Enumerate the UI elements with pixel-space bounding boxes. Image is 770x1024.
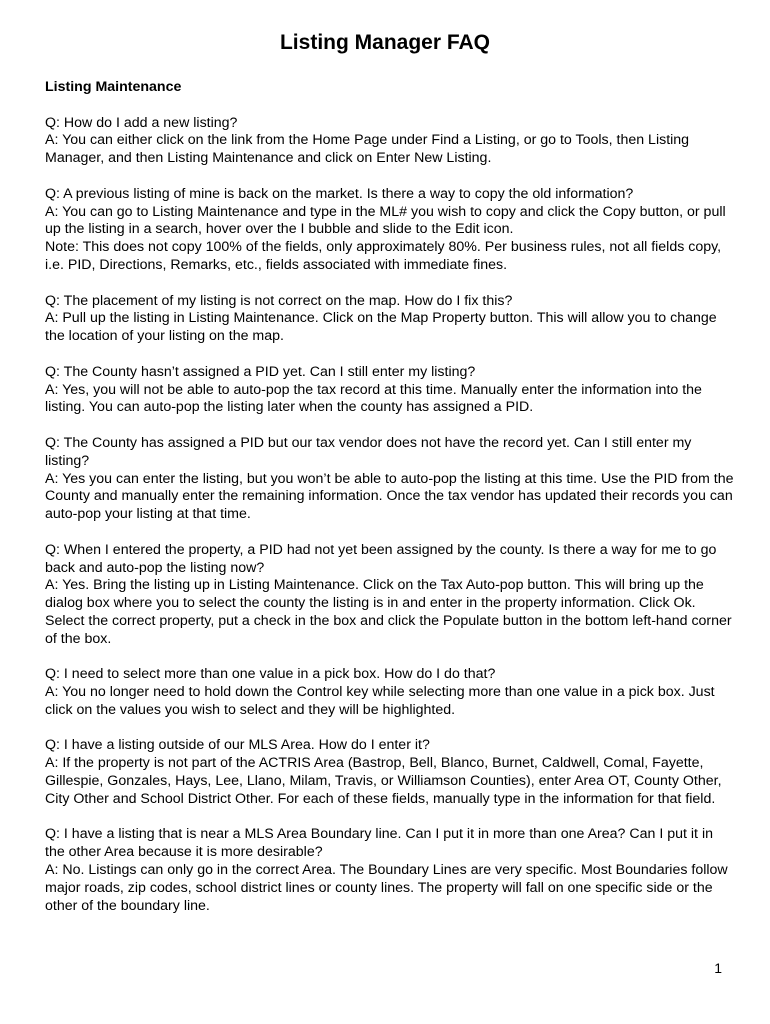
- page-number: 1: [714, 960, 722, 976]
- faq-item: [45, 364, 735, 417]
- faq-answer: A: Pull up the listing in Listing Maintenance. Click on the Map Property button. This will allow you to change the location of your listing on the map.: [45, 310, 717, 345]
- faq-question: Q: I need to select more than one value in a pick box. How do I do that?: [45, 666, 496, 683]
- faq-item: [45, 186, 735, 275]
- faq-content: [45, 79, 735, 933]
- faq-item: [45, 737, 735, 808]
- faq-item: [45, 115, 735, 168]
- faq-question: Q: When I entered the property, a PID had not yet been assigned by the county. Is there a way for me to go back and auto-pop the listing now?: [45, 541, 717, 576]
- faq-answer: A: Yes you can enter the listing, but you won’t be able to auto-pop the listing at this time. Use the PID from the County and manually enter the remaining information. Once the tax vendor has updated their records you can auto-pop your listing at that time.: [45, 470, 734, 523]
- faq-question: Q: The placement of my listing is not correct on the map. How do I fix this?: [45, 292, 513, 309]
- faq-answer: A: You can go to Listing Maintenance and type in the ML# you wish to copy and click the Copy button, or pull up the listing in a search, hover over the I bubble and slide to the Edit icon.: [45, 203, 726, 238]
- faq-question: Q: How do I add a new listing?: [45, 114, 238, 131]
- faq-item: [45, 826, 735, 915]
- faq-question: Q: A previous listing of mine is back on the market. Is there a way to copy the old information?: [45, 185, 634, 202]
- faq-note: Note: This does not copy 100% of the fields, only approximately 80%. Per business rules, not all fields copy, i.e. PID, Directions, Remarks, etc., fields associated with immediate fines.: [45, 239, 722, 273]
- faq-answer: A: You can either click on the link from the Home Page under Find a Listing, or go to Tools, then Listing Manager, and then Listing Maintenance and click on Enter New Listing.: [45, 132, 690, 167]
- faq-answer: A: No. Listings can only go in the correct Area. The Boundary Lines are very specific. Most Boundaries follow major roads, zip codes, school district lines or county lines. The property will fall on one specific side or the other of the boundary line.: [45, 862, 728, 914]
- faq-item: [45, 293, 735, 346]
- faq-question: Q: The County hasn’t assigned a PID yet. Can I still enter my listing?: [45, 363, 476, 380]
- faq-question: Q: I have a listing outside of our MLS Area. How do I enter it?: [45, 737, 430, 754]
- faq-answer: A: If the property is not part of the ACTRIS Area (Bastrop, Bell, Blanco, Burnet, Caldwell, Comal, Fayette, Gillespie, Gonzales, Hays, Lee, Llano, Milam, Travis, or Williamson Counties), enter Area OT, County Other, City Other and School District Other. For each of these fields, manually type in the information for that field.: [45, 755, 722, 807]
- faq-item: [45, 542, 735, 649]
- faq-question: Q: The County has assigned a PID but our tax vendor does not have the record yet. Can I still enter my listing?: [45, 434, 692, 469]
- faq-item: [45, 435, 735, 524]
- section-heading: Listing Maintenance: [45, 79, 182, 95]
- faq-question: Q: I have a listing that is near a MLS Area Boundary line. Can I put it in more than one Area? Can I put it in the other Area because it is more desirable?: [45, 826, 713, 861]
- page-title: Listing Manager FAQ: [279, 31, 491, 54]
- faq-item: [45, 666, 735, 719]
- faq-answer: A: Yes, you will not be able to auto-pop the tax record at this time. Manually enter the information into the listing. You can auto-pop the listing later when the county has assigned a PID.: [45, 381, 702, 416]
- faq-answer: A: You no longer need to hold down the Control key while selecting more than one value in a pick box. Just click on the values you wish to select and they will be highlighted.: [45, 684, 715, 718]
- faq-answer: A: Yes. Bring the listing up in Listing Maintenance. Click on the Tax Auto-pop button. This will bring up the dialog box where you to select the county the listing is in and enter in the property information. Click Ok. Select the correct property, put a check in the box and click the Populate button in the bottom left-hand corner of the box.: [45, 577, 732, 647]
